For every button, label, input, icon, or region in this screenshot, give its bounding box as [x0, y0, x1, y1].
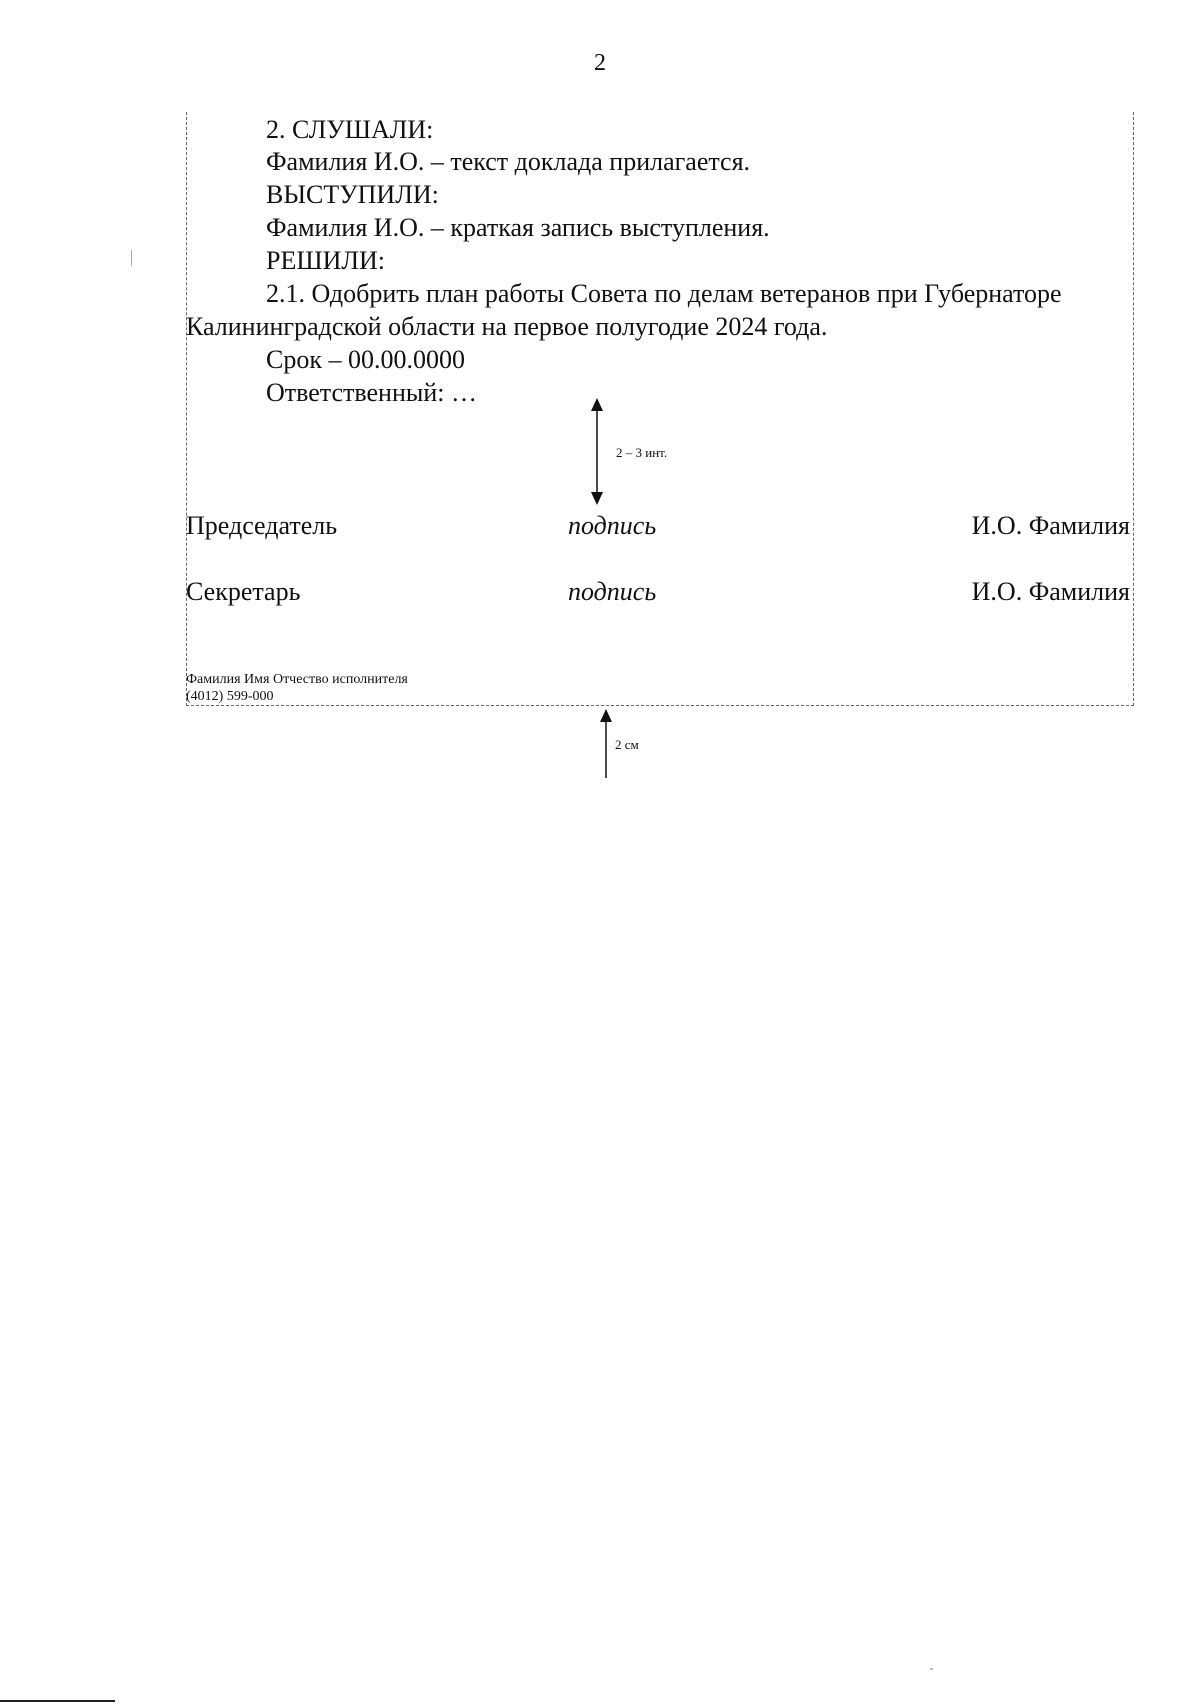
signature-name: И.О. Фамилия	[971, 577, 1130, 606]
spoke-text: Фамилия И.О. – краткая запись выступления.	[266, 213, 770, 242]
signature-name: И.О. Фамилия	[971, 511, 1130, 540]
scan-speck	[930, 1668, 933, 1670]
arrow-up-icon	[600, 709, 612, 722]
executor-name: Фамилия Имя Отчество исполнителя	[186, 672, 408, 687]
executor-phone: (4012) 599-000	[186, 689, 274, 704]
scan-edge-mark	[0, 1700, 115, 1702]
decision-line-1: 2.1. Одобрить план работы Совета по делам ветеранов при Губернаторе	[266, 279, 1062, 308]
decision-line-2: Калининградской области на первое полугодие 2024 года.	[186, 312, 828, 341]
responsible: Ответственный: …	[266, 378, 477, 407]
heard-label: 2. СЛУШАЛИ:	[266, 115, 434, 144]
scan-mark	[131, 250, 132, 266]
margin-annotation: 2 см	[615, 737, 639, 752]
decided-label: РЕШИЛИ:	[266, 246, 385, 275]
signature-placeholder: подпись	[568, 511, 657, 540]
signature-placeholder: подпись	[568, 577, 657, 606]
spoke-label: ВЫСТУПИЛИ:	[266, 180, 439, 209]
signature-row-chairman	[186, 510, 1130, 542]
heard-text: Фамилия И.О. – текст доклада прилагается.	[266, 147, 751, 176]
signature-row-secretary	[186, 576, 1130, 608]
signature-role: Председатель	[186, 511, 338, 540]
page-number: 2	[594, 50, 606, 76]
signature-role: Секретарь	[186, 577, 301, 606]
spacing-annotation: 2 – 3 инт.	[616, 445, 668, 460]
deadline: Срок – 00.00.0000	[266, 345, 465, 374]
